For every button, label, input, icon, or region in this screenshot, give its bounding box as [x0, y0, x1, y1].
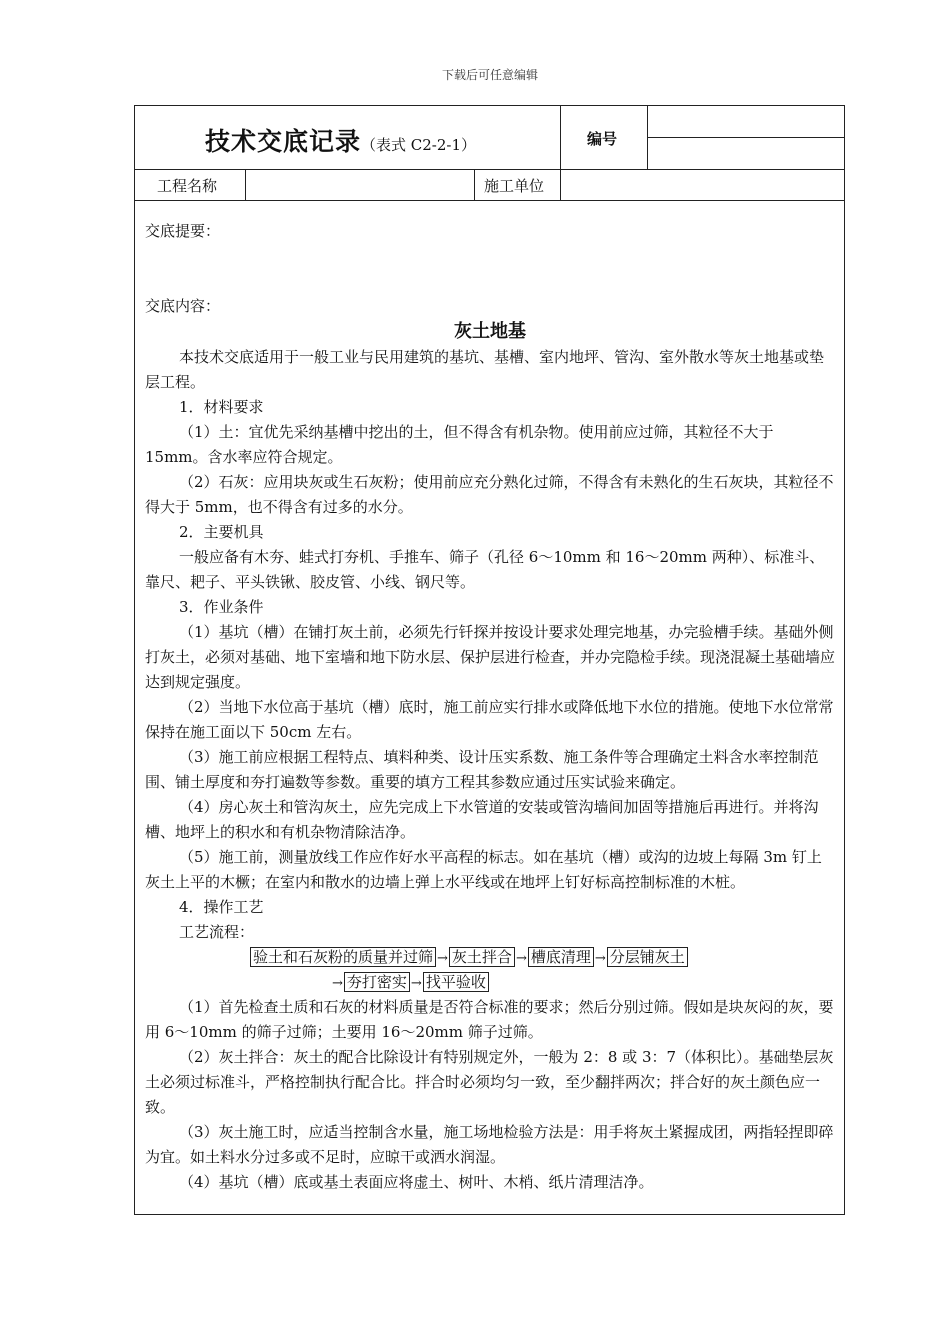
- col-divider: [560, 106, 561, 200]
- flow-step: 夯打密实: [344, 972, 410, 992]
- flow-step: 分层铺灰土: [607, 947, 688, 967]
- form-title: [205, 122, 476, 158]
- row-divider: [135, 169, 844, 170]
- summary-label: 交底提要：: [145, 222, 221, 240]
- arrow-right-icon: →: [332, 976, 343, 991]
- paragraph: （2）灰土拌合：灰土的配合比除设计有特别规定外，一般为 2：8 或 3：7（体积比）。基础垫层灰土必须过标准斗，严格控制执行配合比。拌合时必须均匀一致，至少翻拌两次；拌合好的灰土颜色应一致。: [145, 1048, 834, 1116]
- process-flow-row: [145, 945, 835, 970]
- section-4-title: 4．操作工艺: [179, 898, 264, 916]
- row-divider: [135, 200, 844, 201]
- paragraph: （4）基坑（槽）底或基土表面应将虚土、树叶、木梢、纸片清理洁净。: [179, 1173, 654, 1191]
- summary-blank: [145, 244, 835, 294]
- intro-paragraph: 本技术交底适用于一般工业与民用建筑的基坑、基槽、室内地坪、管沟、室外散水等灰土地基或垫层工程。: [145, 348, 825, 391]
- section-3-title: 3．作业条件: [179, 598, 264, 616]
- section-2-title: 2．主要机具: [179, 523, 264, 541]
- flow-label: 工艺流程：: [179, 923, 255, 941]
- flow-step: 找平验收: [423, 972, 489, 992]
- col-divider: [474, 169, 475, 200]
- project-name-label: 工程名称: [157, 177, 218, 195]
- section-1-title: 1．材料要求: [179, 398, 264, 416]
- col-divider: [245, 169, 246, 200]
- paragraph: （3）灰土施工时，应适当控制含水量，施工场地检验方法是：用手将灰土紧握成团，两指轻捏即碎为宜。如土料水分过多或不足时，应晾干或洒水润湿。: [145, 1123, 834, 1166]
- construction-unit-label: 施工单位: [484, 177, 545, 195]
- arrow-right-icon: →: [515, 951, 527, 966]
- process-flow-row: [145, 970, 835, 995]
- arrow-right-icon: →: [594, 951, 606, 966]
- content-label: 交底内容：: [145, 297, 221, 315]
- content-area: [145, 219, 835, 1195]
- paragraph: （1）基坑（槽）在铺打灰土前，必须先行钎探并按设计要求处理完地基，办完验槽手续。基础外侧打灰土，必须对基础、地下室墙和地下防水层、保护层进行检查，并办完隐检手续。现浇混凝土基础墙应达到规定强度。: [145, 623, 836, 691]
- paragraph: （5）施工前，测量放线工作应作好水平高程的标志。如在基坑（槽）或沟的边坡上每隔 3m 钉上灰土上平的木橛；在室内和散水的边墙上弹上水平线或在地坪上钉好标高控制标准的木桩。: [145, 848, 822, 891]
- record-form: [134, 105, 845, 1215]
- col-divider: [647, 106, 648, 169]
- number-cell-divider: [647, 137, 844, 138]
- top-note: 下载后可任意编辑: [441, 68, 538, 82]
- paragraph: （3）施工前应根据工程特点、填料种类、设计压实系数、施工条件等合理确定土料含水率控制范围、铺土厚度和夯打遍数等参数。重要的填方工程其参数应通过压实试验来确定。: [145, 748, 819, 791]
- paragraph: （2）当地下水位高于基坑（槽）底时，施工前应实行排水或降低地下水位的措施。使地下水位常常保持在施工面以下 50cm 左右。: [145, 698, 834, 741]
- section-heading: 灰土地基: [454, 321, 526, 342]
- flow-step: 验土和石灰粉的质量并过筛: [250, 947, 436, 967]
- paragraph: （2）石灰：应用块灰或生石灰粉；使用前应充分熟化过筛，不得含有未熟化的生石灰块，其粒径不得大于 5mm，也不得含有过多的水分。: [145, 473, 834, 516]
- paragraph: 一般应备有木夯、蛙式打夯机、手推车、筛子（孔径 6～10mm 和 16～20mm 两种）、标准斗、靠尺、耙子、平头铁锹、胶皮管、小线、钢尺等。: [145, 548, 825, 591]
- form-code: （表式 C2-2-1）: [361, 136, 477, 154]
- flow-step: 槽底清理: [528, 947, 594, 967]
- flow-step: 灰土拌合: [449, 947, 515, 967]
- arrow-right-icon: →: [437, 951, 448, 966]
- arrow-right-icon: →: [410, 976, 422, 991]
- form-title-text: 技术交底记录: [205, 127, 362, 156]
- paragraph: （1）土：宜优先采纳基槽中挖出的土，但不得含有机杂物。使用前应过筛，其粒径不大于 15mm。含水率应符合规定。: [145, 423, 774, 466]
- paragraph: （1）首先检查土质和石灰的材料质量是否符合标准的要求；然后分别过筛。假如是块灰闷的灰，要用 6～10mm 的筛子过筛；土要用 16～20mm 筛子过筛。: [145, 998, 834, 1041]
- number-label: 编号: [587, 130, 618, 148]
- paragraph: （4）房心灰土和管沟灰土，应先完成上下水管道的安装或管沟墙间加固等措施后再进行。并将沟槽、地坪上的积水和有机杂物清除洁净。: [145, 798, 819, 841]
